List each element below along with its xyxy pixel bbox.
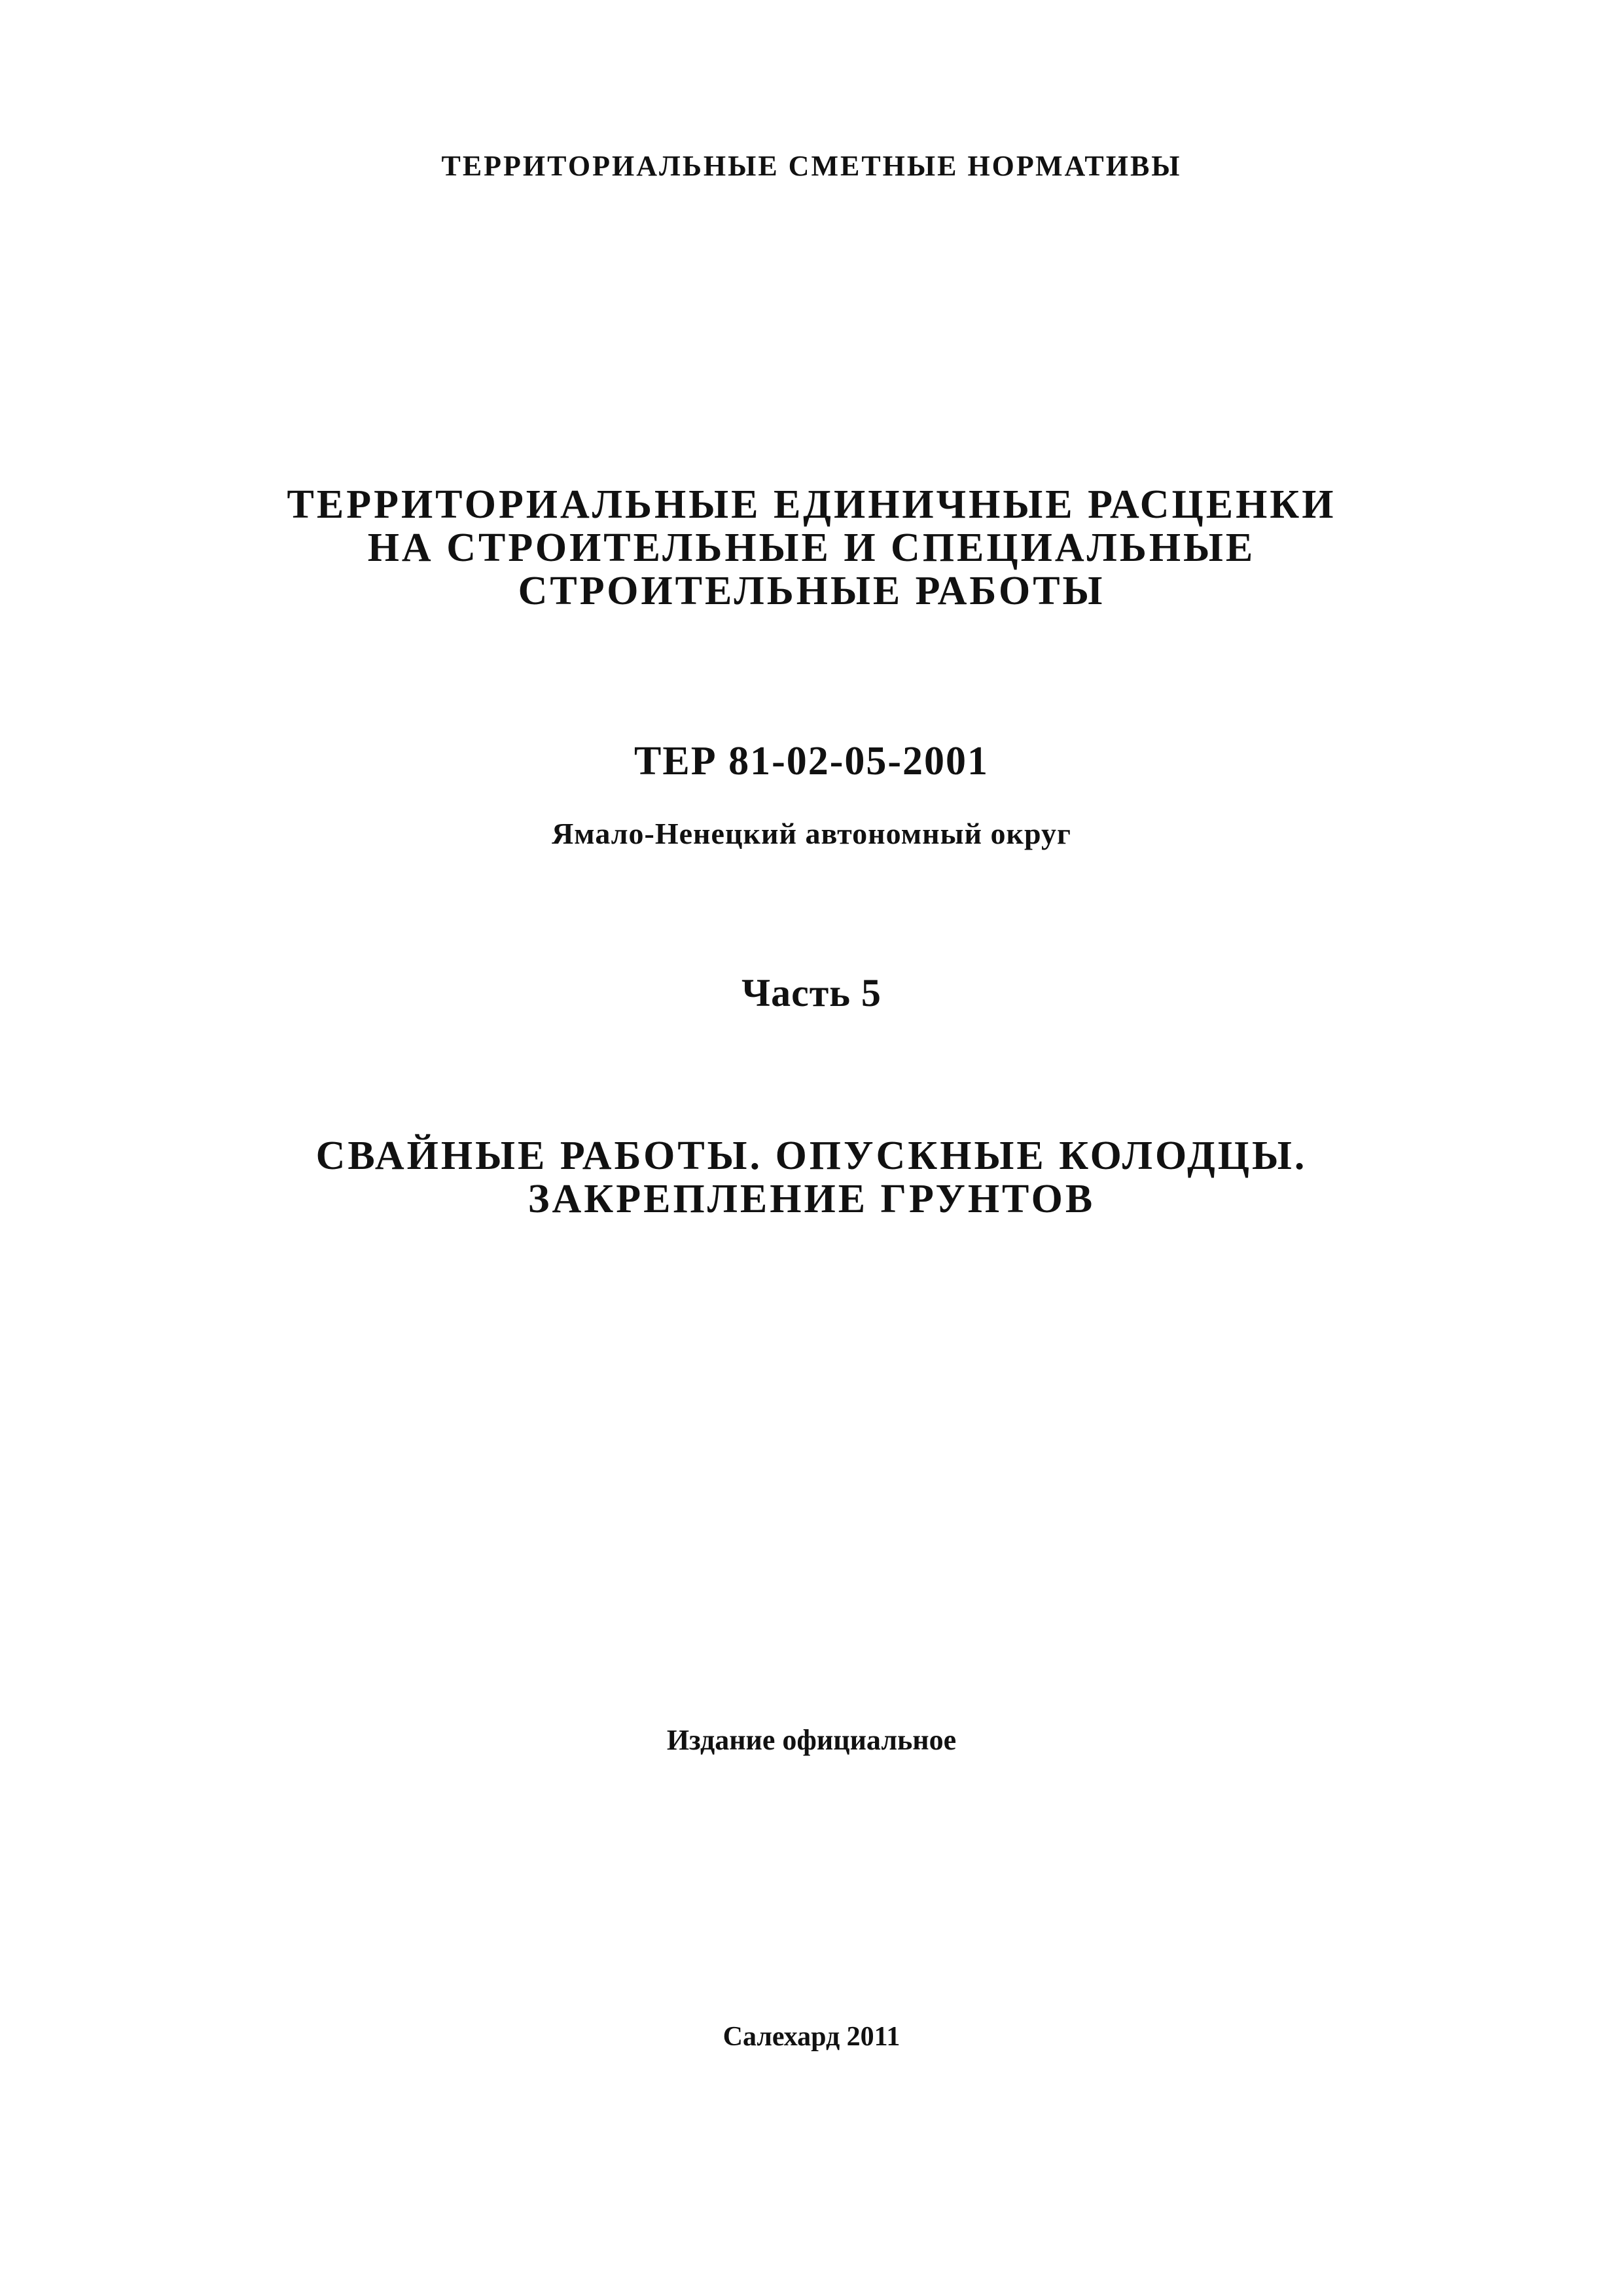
section-title-line: СВАЙНЫЕ РАБОТЫ. ОПУСКНЫЕ КОЛОДЦЫ.	[315, 1134, 1308, 1178]
section-title	[0, 1134, 1623, 1221]
document-title-line: СТРОИТЕЛЬНЫЕ РАБОТЫ	[518, 569, 1105, 613]
document-title	[0, 483, 1623, 613]
place-and-year: Салехард 2011	[722, 2022, 901, 2052]
series-heading: ТЕРРИТОРИАЛЬНЫЕ СМЕТНЫЕ НОРМАТИВЫ	[441, 150, 1182, 182]
edition-note: Издание официальное	[666, 1724, 957, 1756]
document-title-line: НА СТРОИТЕЛЬНЫЕ И СПЕЦИАЛЬНЫЕ	[367, 526, 1256, 570]
document-title-line: ТЕРРИТОРИАЛЬНЫЕ ЕДИНИЧНЫЕ РАСЦЕНКИ	[287, 482, 1336, 527]
region-name: Ямало-Ненецкий автономный округ	[552, 817, 1071, 850]
document-code: ТЕР 81-02-05-2001	[633, 739, 990, 783]
section-title-line: ЗАКРЕПЛЕНИЕ ГРУНТОВ	[527, 1177, 1096, 1221]
part-number: Часть 5	[741, 971, 882, 1014]
